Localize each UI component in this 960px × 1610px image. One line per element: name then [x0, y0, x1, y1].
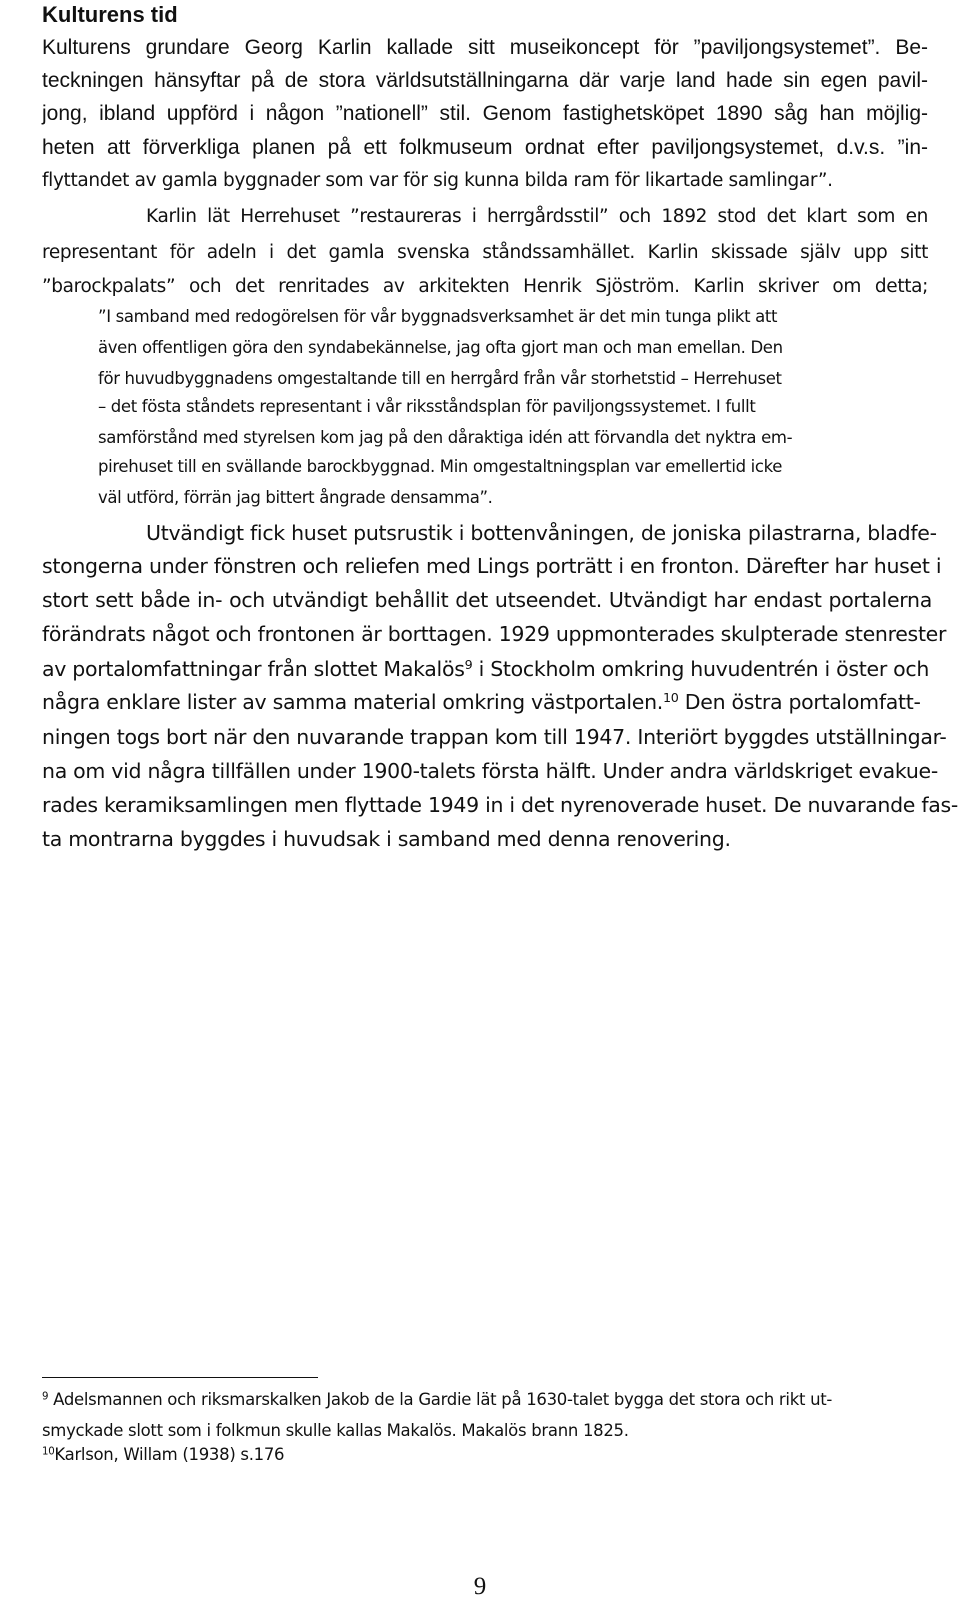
text-segment: i Stockholm omkring huvudentrén i öster och [472, 657, 930, 681]
footnote-marker: 10 [42, 1446, 55, 1458]
footnote-ref-9: 9 [464, 657, 473, 673]
paragraph-line: flyttandet av gamla byggnader som var för sig kunna bilda ram för likartade samlingar”. [42, 170, 833, 191]
footnote-10 [42, 1447, 284, 1464]
paragraph-line-with-footnote [42, 659, 929, 680]
paragraph-line: na om vid några tillfällen under 1900-talets första hälft. Under andra världskriget evakue- [42, 759, 938, 783]
paragraph-line: rades keramiksamlingen men flyttade 1949 in i det nyrenoverade huset. De nuvarande fas- [42, 793, 958, 817]
paragraph-line: heten att förverkliga planen på ett folkmuseum ordnat efter paviljongsystemet, d.v.s. ”in- [42, 136, 928, 159]
paragraph-line: Kulturens grundare Georg Karlin kallade sitt museikoncept för ”paviljongsystemet”. Be- [42, 36, 928, 59]
paragraph-line: stongerna under fönstren och reliefen med Lings porträtt i en fronton. Därefter har huset i [42, 554, 942, 578]
paragraph-line: Utvändigt fick huset putsrustik i bottenvåningen, de joniska pilastrarna, bladfe- [146, 521, 937, 545]
footnote-marker: 9 [42, 1391, 49, 1403]
paragraph-line: ta montrarna byggdes i huvudsak i samband med denna renovering. [42, 827, 731, 851]
text-segment: av portalomfattningar från slottet Makalös [42, 657, 465, 681]
footnote-separator [42, 1377, 318, 1378]
paragraph-line: ningen togs bort när den nuvarande trappan kom till 1947. Interiört byggdes utställningar- [42, 725, 947, 749]
footnote-text: Karlson, Willam (1938) s.176 [54, 1445, 285, 1464]
footnote-text: Adelsmannen och riksmarskalken Jakob de la Gardie lät på 1630-talet bygga det stora och rikt ut- [53, 1390, 833, 1409]
paragraph-line: representant för adeln i det gamla svenska ståndssamhället. Karlin skissade själv upp sitt [42, 242, 928, 263]
text-segment: Den östra portalomfatt- [678, 690, 921, 714]
paragraph-line: Karlin lät Herrehuset ”restaureras i herrgårdsstil” och 1892 stod det klart som en [146, 206, 928, 227]
paragraph-line-with-footnote [42, 692, 921, 713]
footnote-ref-10: 10 [662, 690, 679, 706]
paragraph-line: jong, ibland uppförd i någon ”nationell” stil. Genom fastighetsköpet 1890 såg han möjlig- [42, 102, 928, 125]
quote-line: ”I samband med redogörelsen för vår byggnadsverksamhet är det min tunga plikt att [98, 307, 778, 326]
quote-line: väl utförd, förrän jag bittert ångrade densamma”. [98, 488, 493, 507]
paragraph-line: ”barockpalats” och det renritades av arkitekten Henrik Sjöström. Karlin skriver om detta; [42, 276, 928, 297]
quote-line: samförstånd med styrelsen kom jag på den dåraktiga idén att förvandla det nyktra em- [98, 428, 793, 447]
text-segment: några enklare lister av samma material omkring västportalen. [42, 690, 663, 714]
quote-line: även offentligen göra den syndabekännelse, jag ofta gjort man och man emellan. Den [98, 338, 783, 357]
quote-line: – det fösta ståndets representant i vår riksståndsplan för paviljongssystemet. I fullt [98, 397, 756, 416]
footnote-9-cont: smyckade slott som i folkmun skulle kallas Makalös. Makalös brann 1825. [42, 1421, 629, 1440]
footnote-9 [42, 1392, 832, 1409]
paragraph-line: stort sett både in- och utvändigt behållit det utseendet. Utvändigt har endast portalerna [42, 588, 932, 612]
section-heading: Kulturens tid [42, 2, 178, 27]
quote-line: pirehuset till en svällande barockbyggnad. Min omgestaltningsplan var emellertid icke [98, 457, 783, 476]
quote-line: för huvudbyggnadens omgestaltande till en herrgård från vår storhetstid – Herrehuset [98, 369, 782, 388]
page-number: 9 [473, 1573, 487, 1600]
paragraph-line: teckningen hänsyftar på de stora världsutställningarna där varje land hade sin egen pavil- [42, 69, 928, 92]
paragraph-line: förändrats något och frontonen är borttagen. 1929 uppmonterades skulpterade stenrester [42, 622, 947, 646]
